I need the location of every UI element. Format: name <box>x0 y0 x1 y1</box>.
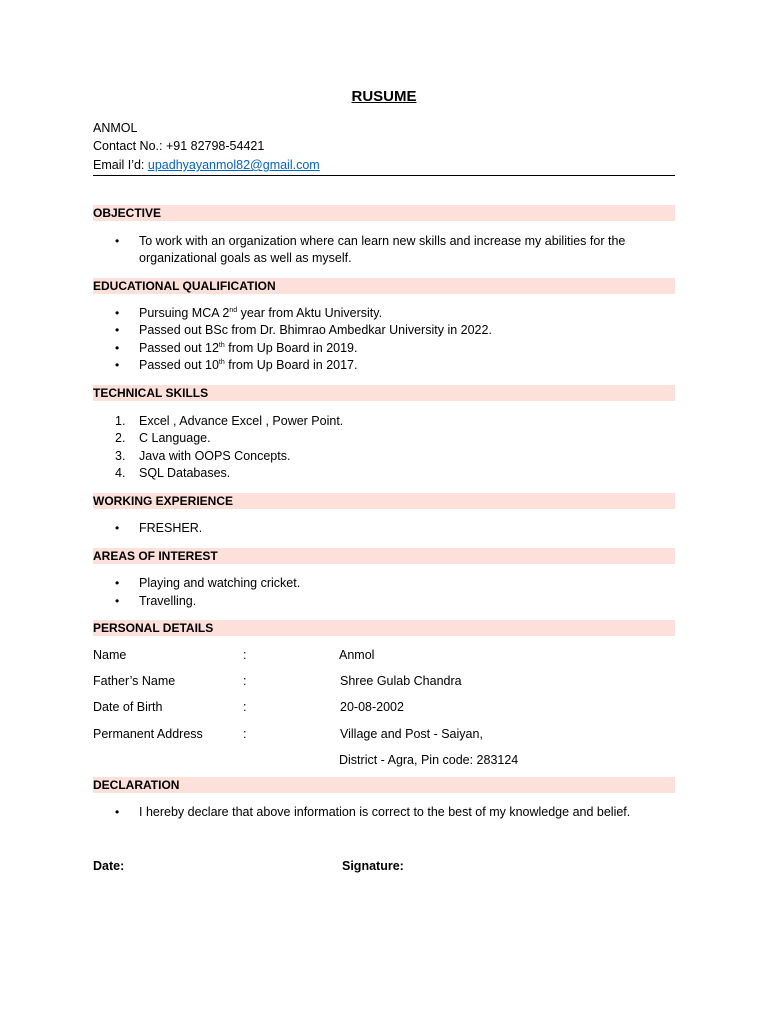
list-number: 3. <box>115 449 126 463</box>
colon: : <box>243 648 247 662</box>
skill-text: C Language. <box>139 431 211 445</box>
objective-line-2: organizational goals as well as myself. <box>139 251 352 265</box>
personal-value-address-line2: District - Agra, Pin code: 283124 <box>339 753 519 767</box>
bullet-icon: • <box>115 805 120 819</box>
bullet-icon: • <box>115 341 120 355</box>
list-number: 4. <box>115 466 126 480</box>
personal-label-father: Father’s Name <box>93 674 176 688</box>
bullet-icon: • <box>115 306 120 320</box>
education-text: Passed out BSc from Dr. Bhimrao Ambedkar University in 2022. <box>139 323 492 337</box>
objective-line-1: To work with an organization where can learn new skills and increase my abilities for the <box>139 234 626 248</box>
skill-text: Excel , Advance Excel , Power Point. <box>139 414 344 428</box>
date-label: Date: <box>93 859 125 873</box>
bullet-icon: • <box>115 594 120 608</box>
education-heading: EDUCATIONAL QUALIFICATION <box>93 278 675 294</box>
email-label: Email I’d: <box>93 158 148 172</box>
education-text: Pursuing MCA 2nd year from Aktu University. <box>139 306 383 320</box>
personal-label-name: Name <box>93 648 127 662</box>
header-divider <box>93 175 675 176</box>
bullet-icon: • <box>115 576 120 590</box>
bullet-icon: • <box>115 521 120 535</box>
experience-text: FRESHER. <box>139 521 203 535</box>
personal-value-dob: 20-08-2002 <box>340 700 404 714</box>
personal-label-address: Permanent Address <box>93 727 203 741</box>
education-text: Passed out 10th from Up Board in 2017. <box>139 358 358 372</box>
email-line <box>93 157 320 173</box>
email-link[interactable]: upadhyayanmol82@gmail.com <box>147 158 320 172</box>
personal-value-name: Anmol <box>339 648 375 662</box>
personal-heading: PERSONAL DETAILS <box>93 620 675 636</box>
colon: : <box>243 727 247 741</box>
bullet-icon: • <box>115 234 120 248</box>
interests-heading: AREAS OF INTEREST <box>93 548 675 564</box>
interest-text: Travelling. <box>139 594 197 608</box>
signature-label: Signature: <box>342 859 404 873</box>
document-title: RUSUME <box>351 88 417 105</box>
colon: : <box>243 674 247 688</box>
personal-value-father: Shree Gulab Chandra <box>340 674 462 688</box>
education-text: Passed out 12th from Up Board in 2019. <box>139 341 358 355</box>
contact-number: Contact No.: +91 82798-54421 <box>93 139 265 153</box>
skill-text: SQL Databases. <box>139 466 231 480</box>
list-number: 1. <box>115 414 126 428</box>
experience-heading: WORKING EXPERIENCE <box>93 493 675 509</box>
colon: : <box>243 700 247 714</box>
interest-text: Playing and watching cricket. <box>139 576 301 590</box>
objective-heading: OBJECTIVE <box>93 205 675 221</box>
bullet-icon: • <box>115 323 120 337</box>
personal-label-dob: Date of Birth <box>93 700 163 714</box>
skills-heading: TECHNICAL SKILLS <box>93 385 675 401</box>
declaration-text: I hereby declare that above information is correct to the best of my knowledge and belief. <box>139 805 631 819</box>
declaration-heading: DECLARATION <box>93 777 675 793</box>
candidate-name: ANMOL <box>93 121 138 135</box>
list-number: 2. <box>115 431 126 445</box>
personal-value-address: Village and Post - Saiyan, <box>340 727 483 741</box>
bullet-icon: • <box>115 358 120 372</box>
skill-text: Java with OOPS Concepts. <box>139 449 291 463</box>
